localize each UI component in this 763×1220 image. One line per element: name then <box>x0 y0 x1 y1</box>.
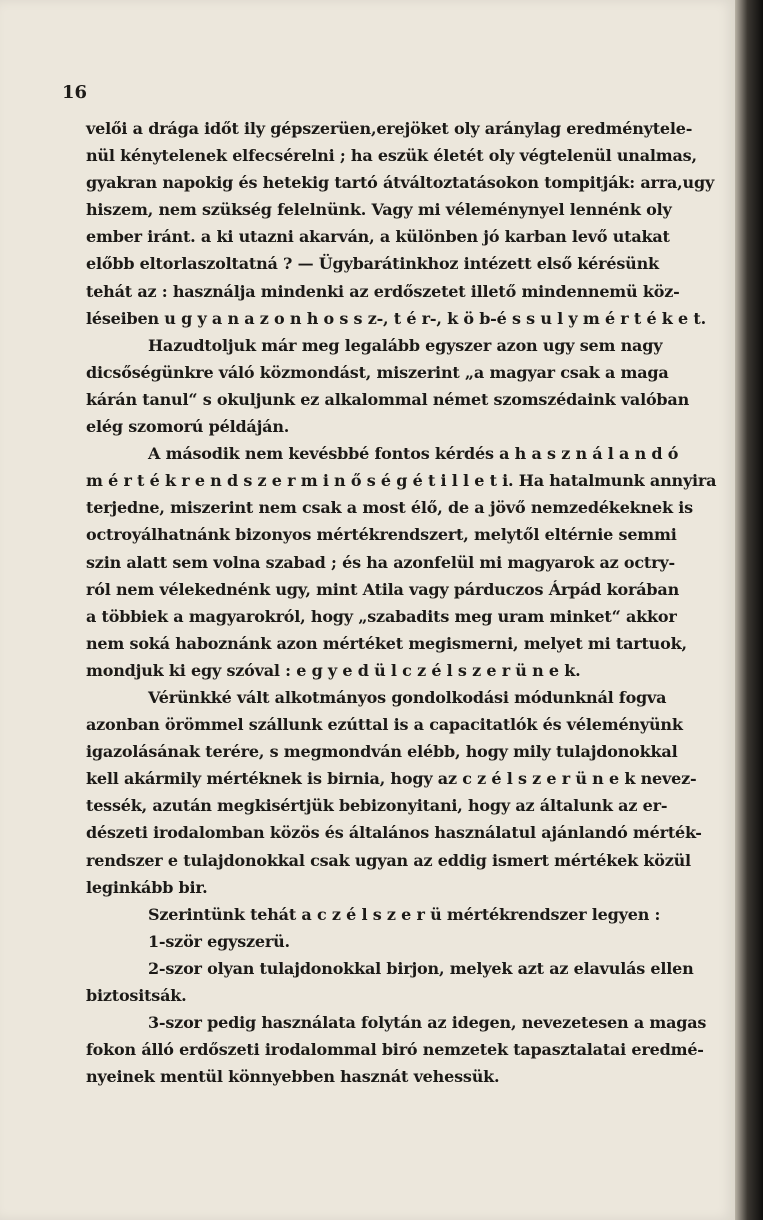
text-line: azonban örömmel szállunk ezúttal is a capacitatlók és véleményünk <box>86 715 683 735</box>
text-line: 2-szor olyan tulajdonokkal birjon, melyek azt az elavulás ellen <box>148 958 694 978</box>
text-line: igazolásának terére, s megmondván elébb, hogy mily tulajdonokkal <box>86 742 678 762</box>
body-text <box>86 115 736 1090</box>
text-line: leginkább bir. <box>86 877 208 897</box>
text-line: ember iránt. a ki utazni akarván, a különben jó karban levő utakat <box>86 227 670 247</box>
text-line: előbb eltorlaszoltatná ? — Ügybarátinkhoz intézett első kérésünk <box>86 254 659 274</box>
text-line: fokon álló erdőszeti irodalommal biró nemzetek tapasztalatai eredmé- <box>86 1040 704 1060</box>
text-line: tehát az : használja mindenki az erdőszetet illető mindennemü köz- <box>86 281 680 301</box>
text-line: ról nem vélekednénk ugy, mint Atila vagy párduczos Árpád korában <box>86 579 679 599</box>
text-line: A második nem kevésbbé fontos kérdés a h a s z n á l a n d ó <box>148 444 679 464</box>
text-line: dicsőségünkre váló közmondást, miszerint „a magyar csak a maga <box>86 362 669 382</box>
text-line: hiszem, nem szükség felelnünk. Vagy mi véleménynyel lennénk oly <box>86 200 672 220</box>
page-number: 16 <box>62 82 88 103</box>
text-line: biztositsák. <box>86 986 187 1005</box>
text-line: Hazudtoljuk már meg legalább egyszer azon ugy sem nagy <box>148 335 663 355</box>
text-line: nyeinek mentül könnyebben hasznát vehessük. <box>86 1067 500 1087</box>
text-line: Szerintünk tehát a c z é l s z e r ü mértékrendszer legyen : <box>148 904 661 924</box>
text-line: octroyálhatnánk bizonyos mértékrendszert, melytől eltérnie semmi <box>86 525 677 545</box>
text-line: nem soká haboznánk azon mértéket megismerni, melyet mi tartuok, <box>86 633 687 653</box>
text-line: terjedne, miszerint nem csak a most élő, de a jövő nemzedékeknek is <box>86 498 693 518</box>
text-line: dészeti irodalomban közös és általános használatul ajánlandó mérték- <box>86 823 702 843</box>
text-line: léseiben u g y a n a z o n h o s s z-, t é r-, k ö b-é s s u l y m é r t é k e t. <box>86 308 706 328</box>
text-line: Vérünkké vált alkotmányos gondolkodási módunknál fogva <box>148 687 667 707</box>
text-line: m é r t é k r e n d s z e r m i n ő s é g é t i l l e t i. Ha hatalmunk annyira <box>86 471 717 491</box>
text-line: szin alatt sem volna szabad ; és ha azonfelül mi magyarok az octry- <box>86 552 675 572</box>
text-line: elég szomorú példáján. <box>86 417 290 437</box>
text-line: velői a drága időt ily gépszerüen,erejöket oly aránylag eredménytele- <box>86 119 693 138</box>
text-line: mondjuk ki egy szóval : e g y e d ü l c z é l s z e r ü n e k. <box>86 660 581 680</box>
text-line: kárán tanul“ s okuljunk ez alkalommal német szomszédaink valóban <box>86 389 690 409</box>
text-line: tessék, azután megkisértjük bebizonyitani, hogy az általunk az er- <box>86 796 668 816</box>
text-line: 1-ször egyszerü. <box>148 931 290 951</box>
text-line: gyakran napokig és hetekig tartó átváltoztatásokon tompitják: arra,ugy <box>86 173 715 193</box>
text-line: a többiek a magyarokról, hogy „szabadits meg uram minket“ akkor <box>86 606 677 626</box>
text-line: kell akármily mértéknek is birnia, hogy az c z é l s z e r ü n e k nevez- <box>86 769 697 789</box>
book-gutter-shadow <box>735 0 763 1220</box>
text-line: nül kénytelenek elfecsérelni ; ha eszük életét oly végtelenül unalmas, <box>86 146 697 166</box>
text-line: 3-szor pedig használata folytán az idegen, nevezetesen a magas <box>148 1013 707 1033</box>
text-line: rendszer e tulajdonokkal csak ugyan az eddig ismert mértékek közül <box>86 850 691 870</box>
